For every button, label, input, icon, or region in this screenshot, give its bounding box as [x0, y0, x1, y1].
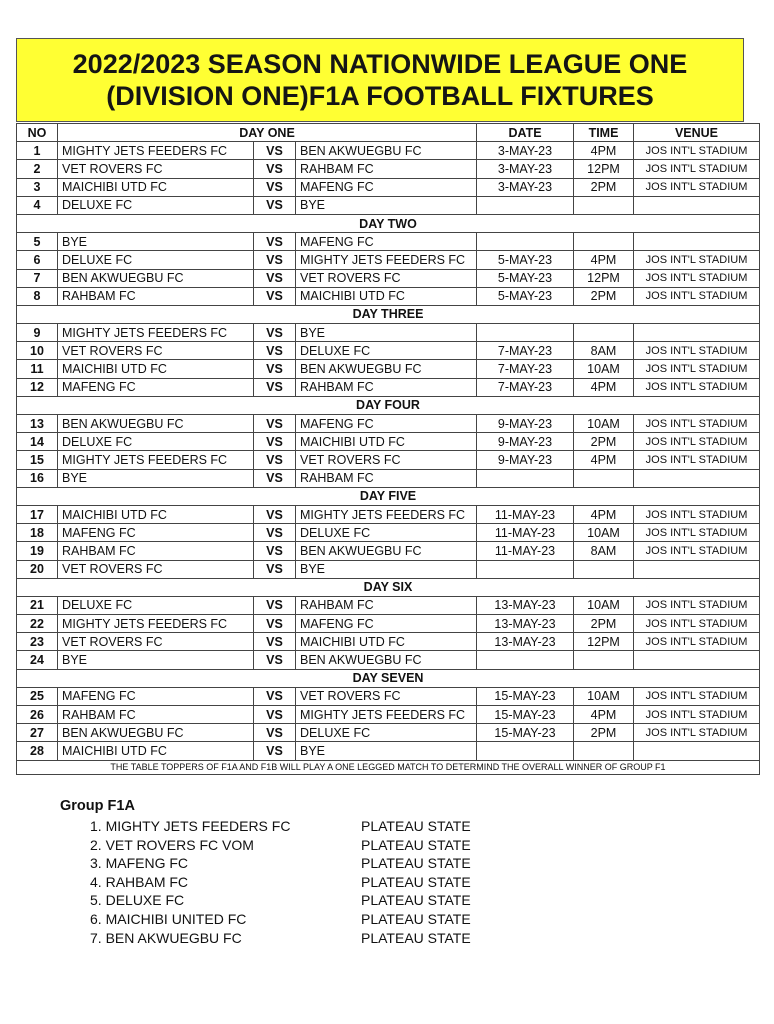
day-label: DAY SEVEN	[17, 669, 760, 687]
fixture-row	[17, 342, 760, 360]
match-date: 7-MAY-23	[477, 342, 574, 360]
match-date: 5-MAY-23	[477, 287, 574, 305]
fixture-row	[17, 196, 760, 214]
versus-label: VS	[254, 269, 296, 287]
match-number: 21	[17, 596, 58, 614]
match-date: 11-MAY-23	[477, 524, 574, 542]
fixtures-body	[17, 142, 760, 760]
fixture-row	[17, 178, 760, 196]
match-venue	[634, 233, 760, 251]
match-number: 26	[17, 706, 58, 724]
group-team-label: MAFENG FC	[105, 855, 189, 872]
match-number: 7	[17, 269, 58, 287]
match-venue: JOS INT'L STADIUM	[634, 378, 760, 396]
group-team-label: MAICHIBI UNITED FC	[105, 910, 247, 927]
group-team-name	[90, 929, 242, 948]
match-number: 1	[17, 142, 58, 160]
match-time: 4PM	[574, 505, 634, 523]
away-team: BYE	[296, 560, 477, 578]
group-team-name	[90, 817, 290, 836]
group-team-number: 6.	[90, 910, 102, 927]
day-header-row	[17, 669, 760, 687]
match-time: 10AM	[574, 687, 634, 705]
match-venue: JOS INT'L STADIUM	[634, 687, 760, 705]
header-no: NO	[17, 124, 58, 142]
group-team-state: PLATEAU STATE	[361, 929, 471, 946]
away-team: MAICHIBI UTD FC	[296, 287, 477, 305]
title-line-2: (DIVISION ONE)F1A FOOTBALL FIXTURES	[106, 81, 654, 111]
match-venue: JOS INT'L STADIUM	[634, 251, 760, 269]
note-row	[17, 760, 760, 774]
versus-label: VS	[254, 633, 296, 651]
day-header-row	[17, 396, 760, 414]
match-date: 5-MAY-23	[477, 269, 574, 287]
match-number: 22	[17, 615, 58, 633]
fixture-row	[17, 560, 760, 578]
group-team-label: BEN AKWUEGBU FC	[105, 929, 242, 946]
away-team: BEN AKWUEGBU FC	[296, 542, 477, 560]
match-time: 12PM	[574, 633, 634, 651]
home-team: BYE	[58, 233, 254, 251]
group-title: Group F1A	[60, 798, 135, 814]
fixture-row	[17, 469, 760, 487]
fixture-row	[17, 706, 760, 724]
versus-label: VS	[254, 342, 296, 360]
group-team-state: PLATEAU STATE	[361, 873, 471, 890]
match-time	[574, 233, 634, 251]
home-team: BEN AKWUEGBU FC	[58, 269, 254, 287]
versus-label: VS	[254, 251, 296, 269]
versus-label: VS	[254, 196, 296, 214]
group-team-number: 7.	[90, 929, 102, 946]
match-venue: JOS INT'L STADIUM	[634, 433, 760, 451]
away-team: RAHBAM FC	[296, 596, 477, 614]
match-venue: JOS INT'L STADIUM	[634, 360, 760, 378]
match-number: 23	[17, 633, 58, 651]
away-team: MAICHIBI UTD FC	[296, 433, 477, 451]
fixture-row	[17, 633, 760, 651]
versus-label: VS	[254, 378, 296, 396]
match-venue: JOS INT'L STADIUM	[634, 524, 760, 542]
home-team: VET ROVERS FC	[58, 342, 254, 360]
match-time	[574, 651, 634, 669]
versus-label: VS	[254, 451, 296, 469]
match-venue: JOS INT'L STADIUM	[634, 142, 760, 160]
match-venue: JOS INT'L STADIUM	[634, 633, 760, 651]
match-venue: JOS INT'L STADIUM	[634, 451, 760, 469]
home-team: RAHBAM FC	[58, 287, 254, 305]
away-team: MIGHTY JETS FEEDERS FC	[296, 251, 477, 269]
match-time: 2PM	[574, 287, 634, 305]
match-date: 15-MAY-23	[477, 724, 574, 742]
group-f1a-section	[60, 798, 560, 947]
match-date: 7-MAY-23	[477, 360, 574, 378]
match-time: 4PM	[574, 251, 634, 269]
match-date: 11-MAY-23	[477, 542, 574, 560]
match-date: 15-MAY-23	[477, 687, 574, 705]
match-venue: JOS INT'L STADIUM	[634, 542, 760, 560]
group-team-name	[90, 873, 188, 892]
versus-label: VS	[254, 560, 296, 578]
home-team: DELUXE FC	[58, 196, 254, 214]
versus-label: VS	[254, 233, 296, 251]
home-team: MIGHTY JETS FEEDERS FC	[58, 615, 254, 633]
group-team-state: PLATEAU STATE	[361, 892, 471, 909]
home-team: VET ROVERS FC	[58, 160, 254, 178]
fixture-row	[17, 615, 760, 633]
group-team-item	[60, 910, 560, 929]
home-team: MAICHIBI UTD FC	[58, 505, 254, 523]
match-date	[477, 196, 574, 214]
fixture-row	[17, 596, 760, 614]
match-date	[477, 560, 574, 578]
away-team: DELUXE FC	[296, 342, 477, 360]
versus-label: VS	[254, 142, 296, 160]
match-date: 11-MAY-23	[477, 505, 574, 523]
match-number: 28	[17, 742, 58, 760]
home-team: DELUXE FC	[58, 433, 254, 451]
away-team: BEN AKWUEGBU FC	[296, 360, 477, 378]
fixture-row	[17, 651, 760, 669]
away-team: RAHBAM FC	[296, 160, 477, 178]
fixture-row	[17, 415, 760, 433]
match-date	[477, 469, 574, 487]
fixture-row	[17, 451, 760, 469]
match-time: 10AM	[574, 596, 634, 614]
group-team-number: 5.	[90, 892, 102, 909]
match-number: 15	[17, 451, 58, 469]
match-venue: JOS INT'L STADIUM	[634, 178, 760, 196]
header-row	[17, 124, 760, 142]
home-team: BEN AKWUEGBU FC	[58, 415, 254, 433]
group-team-item	[60, 817, 560, 836]
home-team: MAFENG FC	[58, 687, 254, 705]
match-date: 9-MAY-23	[477, 433, 574, 451]
home-team: MAICHIBI UTD FC	[58, 178, 254, 196]
versus-label: VS	[254, 687, 296, 705]
match-number: 12	[17, 378, 58, 396]
fixture-row	[17, 505, 760, 523]
fixture-row	[17, 433, 760, 451]
match-time: 4PM	[574, 451, 634, 469]
versus-label: VS	[254, 615, 296, 633]
fixture-row	[17, 287, 760, 305]
match-date	[477, 324, 574, 342]
home-team: MIGHTY JETS FEEDERS FC	[58, 451, 254, 469]
group-team-item	[60, 929, 560, 948]
match-time: 2PM	[574, 724, 634, 742]
match-time: 4PM	[574, 378, 634, 396]
away-team: VET ROVERS FC	[296, 451, 477, 469]
header-time: TIME	[574, 124, 634, 142]
fixture-row	[17, 233, 760, 251]
away-team: BYE	[296, 742, 477, 760]
match-time	[574, 196, 634, 214]
match-time	[574, 560, 634, 578]
match-number: 9	[17, 324, 58, 342]
away-team: MIGHTY JETS FEEDERS FC	[296, 706, 477, 724]
away-team: BEN AKWUEGBU FC	[296, 142, 477, 160]
match-time: 12PM	[574, 269, 634, 287]
match-time: 10AM	[574, 524, 634, 542]
match-number: 6	[17, 251, 58, 269]
fixture-row	[17, 360, 760, 378]
fixture-row	[17, 251, 760, 269]
group-team-state: PLATEAU STATE	[361, 818, 471, 834]
group-team-item	[60, 891, 560, 910]
fixtures-table	[16, 123, 760, 775]
match-date: 3-MAY-23	[477, 160, 574, 178]
away-team: MAICHIBI UTD FC	[296, 633, 477, 651]
match-venue	[634, 469, 760, 487]
group-team-label: RAHBAM FC	[105, 873, 189, 890]
match-number: 24	[17, 651, 58, 669]
group-team-state: PLATEAU STATE	[361, 855, 471, 872]
versus-label: VS	[254, 742, 296, 760]
home-team: MAICHIBI UTD FC	[58, 360, 254, 378]
match-number: 10	[17, 342, 58, 360]
match-number: 16	[17, 469, 58, 487]
day-header-row	[17, 305, 760, 323]
away-team: MAFENG FC	[296, 233, 477, 251]
group-team-item	[60, 836, 560, 855]
fixture-row	[17, 742, 760, 760]
day-header-row	[17, 578, 760, 596]
match-number: 25	[17, 687, 58, 705]
versus-label: VS	[254, 469, 296, 487]
match-date: 13-MAY-23	[477, 596, 574, 614]
match-time: 8AM	[574, 342, 634, 360]
day-header-row	[17, 487, 760, 505]
match-time: 2PM	[574, 615, 634, 633]
versus-label: VS	[254, 724, 296, 742]
match-venue: JOS INT'L STADIUM	[634, 342, 760, 360]
match-time: 10AM	[574, 415, 634, 433]
versus-label: VS	[254, 651, 296, 669]
match-time: 2PM	[574, 178, 634, 196]
match-time	[574, 469, 634, 487]
versus-label: VS	[254, 505, 296, 523]
match-date: 15-MAY-23	[477, 706, 574, 724]
group-team-number: 3.	[90, 855, 102, 872]
match-number: 11	[17, 360, 58, 378]
home-team: MAFENG FC	[58, 524, 254, 542]
group-team-state: PLATEAU STATE	[361, 910, 471, 927]
group-team-item	[60, 873, 560, 892]
match-venue: JOS INT'L STADIUM	[634, 415, 760, 433]
header-venue: VENUE	[634, 124, 760, 142]
fixture-row	[17, 160, 760, 178]
header-day-one: DAY ONE	[58, 124, 477, 142]
note-text: THE TABLE TOPPERS OF F1A AND F1B WILL PLAY A ONE LEGGED MATCH TO DETERMIND THE OVERALL WINNER OF GROUP F1	[17, 760, 760, 774]
home-team: RAHBAM FC	[58, 542, 254, 560]
header-date: DATE	[477, 124, 574, 142]
versus-label: VS	[254, 178, 296, 196]
away-team: RAHBAM FC	[296, 469, 477, 487]
versus-label: VS	[254, 324, 296, 342]
match-date: 5-MAY-23	[477, 251, 574, 269]
match-time: 10AM	[574, 360, 634, 378]
day-label: DAY FOUR	[17, 396, 760, 414]
away-team: RAHBAM FC	[296, 378, 477, 396]
home-team: BEN AKWUEGBU FC	[58, 724, 254, 742]
group-team-state: PLATEAU STATE	[361, 836, 471, 853]
versus-label: VS	[254, 433, 296, 451]
fixture-row	[17, 269, 760, 287]
match-date: 13-MAY-23	[477, 615, 574, 633]
versus-label: VS	[254, 415, 296, 433]
match-number: 13	[17, 415, 58, 433]
away-team: DELUXE FC	[296, 524, 477, 542]
away-team: BEN AKWUEGBU FC	[296, 651, 477, 669]
match-time: 4PM	[574, 706, 634, 724]
match-venue: JOS INT'L STADIUM	[634, 724, 760, 742]
versus-label: VS	[254, 360, 296, 378]
match-number: 20	[17, 560, 58, 578]
group-team-number: 1.	[90, 818, 102, 834]
day-label: DAY THREE	[17, 305, 760, 323]
group-team-label: DELUXE FC	[105, 892, 185, 909]
match-date	[477, 233, 574, 251]
group-team-number: 2.	[90, 836, 102, 853]
versus-label: VS	[254, 287, 296, 305]
match-date: 13-MAY-23	[477, 633, 574, 651]
match-venue: JOS INT'L STADIUM	[634, 160, 760, 178]
match-venue	[634, 560, 760, 578]
group-team-name	[90, 910, 246, 929]
versus-label: VS	[254, 524, 296, 542]
home-team: VET ROVERS FC	[58, 560, 254, 578]
away-team: DELUXE FC	[296, 724, 477, 742]
home-team: MIGHTY JETS FEEDERS FC	[58, 142, 254, 160]
match-time: 4PM	[574, 142, 634, 160]
match-number: 5	[17, 233, 58, 251]
match-venue	[634, 742, 760, 760]
match-number: 2	[17, 160, 58, 178]
match-venue	[634, 651, 760, 669]
versus-label: VS	[254, 160, 296, 178]
match-number: 19	[17, 542, 58, 560]
match-date: 7-MAY-23	[477, 378, 574, 396]
match-date: 9-MAY-23	[477, 451, 574, 469]
home-team: MIGHTY JETS FEEDERS FC	[58, 324, 254, 342]
match-number: 27	[17, 724, 58, 742]
fixture-row	[17, 542, 760, 560]
match-venue: JOS INT'L STADIUM	[634, 505, 760, 523]
home-team: BYE	[58, 469, 254, 487]
away-team: MAFENG FC	[296, 415, 477, 433]
match-number: 14	[17, 433, 58, 451]
day-label: DAY SIX	[17, 578, 760, 596]
home-team: MAICHIBI UTD FC	[58, 742, 254, 760]
group-team-name	[90, 854, 188, 873]
match-date	[477, 742, 574, 760]
away-team: BYE	[296, 196, 477, 214]
match-number: 4	[17, 196, 58, 214]
match-time: 2PM	[574, 433, 634, 451]
versus-label: VS	[254, 542, 296, 560]
title-banner	[16, 38, 744, 122]
group-team-name	[90, 836, 254, 855]
fixture-row	[17, 687, 760, 705]
match-venue	[634, 196, 760, 214]
home-team: BYE	[58, 651, 254, 669]
day-label: DAY TWO	[17, 214, 760, 232]
match-number: 8	[17, 287, 58, 305]
away-team: MAFENG FC	[296, 615, 477, 633]
home-team: VET ROVERS FC	[58, 633, 254, 651]
home-team: DELUXE FC	[58, 596, 254, 614]
match-venue: JOS INT'L STADIUM	[634, 269, 760, 287]
match-venue: JOS INT'L STADIUM	[634, 596, 760, 614]
group-team-label: MIGHTY JETS FEEDERS FC	[105, 818, 291, 834]
versus-label: VS	[254, 596, 296, 614]
group-team-list	[60, 817, 560, 947]
match-date: 3-MAY-23	[477, 142, 574, 160]
home-team: MAFENG FC	[58, 378, 254, 396]
match-time: 8AM	[574, 542, 634, 560]
away-team: MAFENG FC	[296, 178, 477, 196]
away-team: VET ROVERS FC	[296, 269, 477, 287]
match-date: 3-MAY-23	[477, 178, 574, 196]
fixture-row	[17, 324, 760, 342]
day-header-row	[17, 214, 760, 232]
group-team-name	[90, 891, 184, 910]
versus-label: VS	[254, 706, 296, 724]
group-team-number: 4.	[90, 873, 102, 890]
day-label: DAY FIVE	[17, 487, 760, 505]
match-date	[477, 651, 574, 669]
home-team: RAHBAM FC	[58, 706, 254, 724]
match-number: 18	[17, 524, 58, 542]
match-venue: JOS INT'L STADIUM	[634, 287, 760, 305]
away-team: VET ROVERS FC	[296, 687, 477, 705]
match-time	[574, 324, 634, 342]
match-time: 12PM	[574, 160, 634, 178]
fixture-row	[17, 142, 760, 160]
match-venue: JOS INT'L STADIUM	[634, 615, 760, 633]
away-team: MIGHTY JETS FEEDERS FC	[296, 505, 477, 523]
fixture-row	[17, 724, 760, 742]
match-time	[574, 742, 634, 760]
match-date: 9-MAY-23	[477, 415, 574, 433]
match-venue	[634, 324, 760, 342]
fixture-row	[17, 524, 760, 542]
title-line-1: 2022/2023 SEASON NATIONWIDE LEAGUE ONE	[72, 49, 688, 79]
group-team-label: VET ROVERS FC VOM	[105, 836, 254, 853]
fixture-row	[17, 378, 760, 396]
home-team: DELUXE FC	[58, 251, 254, 269]
away-team: BYE	[296, 324, 477, 342]
match-venue: JOS INT'L STADIUM	[634, 706, 760, 724]
match-number: 3	[17, 178, 58, 196]
match-number: 17	[17, 505, 58, 523]
group-team-item	[60, 854, 560, 873]
